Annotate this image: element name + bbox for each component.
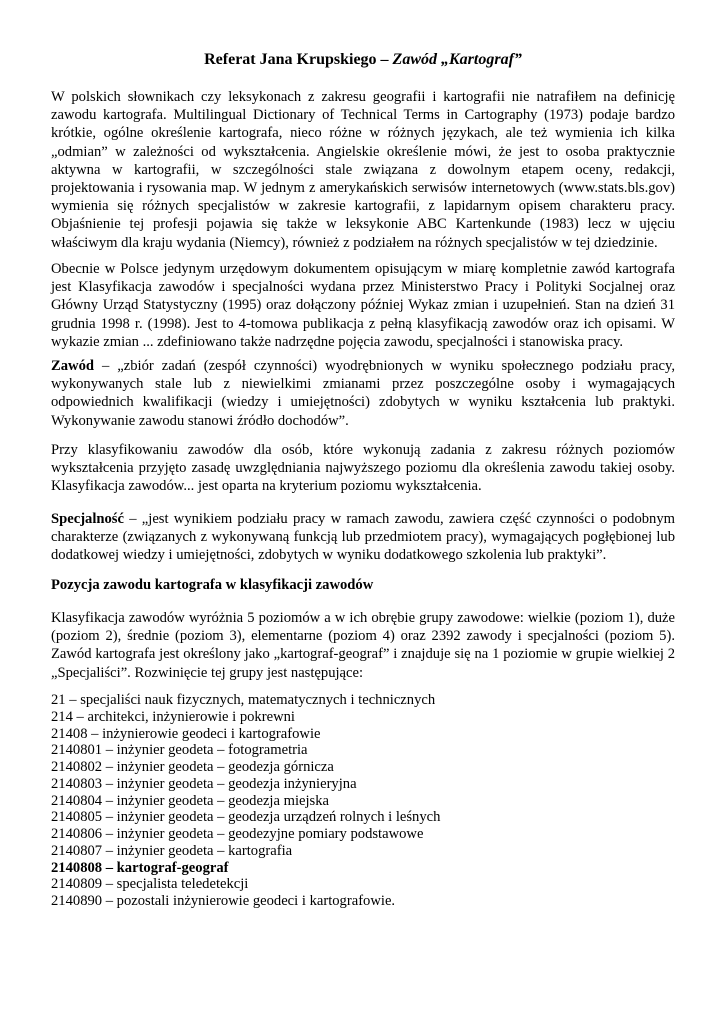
list-item: 2140806 – inżynier geodeta – geodezyjne pomiary podstawowe — [51, 826, 424, 842]
paragraph-definition-specjalnosc — [51, 510, 675, 565]
list-item: 2140804 – inżynier geodeta – geodezja miejska — [51, 792, 330, 809]
definition-specjalnosc: – „jest wynikiem podziału pracy w ramach zawodu, zawiera część czynności o podobnym charakterze (związanych z wykonywaną funkcją lub przedmiotem pracy), wymagających pogłębionej lub dodatkowej wiedzy i umiejętności, zdobytych w wyniku dodatkowego szkolenia lub praktyki”. — [51, 511, 675, 564]
paragraph-classification-rule: Przy klasyfikowaniu zawodów dla osób, które wykonują zadania z zakresu różnych poziomów wykształcenia przyjęto zasadę uwzględniania najwyższego poziomu dla określenia zawodu takiej osoby. Klasyfikacja zawodów... jest oparta na kryterium poziomu wykształcenia. — [51, 442, 675, 495]
paragraph-definition-zawod — [51, 357, 675, 430]
list-item: 2140805 – inżynier geodeta – geodezja urządzeń rolnych i leśnych — [51, 809, 441, 826]
classification-list — [51, 692, 675, 910]
list-item: 2140809 – specjalista teledetekcji — [51, 876, 249, 893]
list-item: 2140801 – inżynier geodeta – fotogrametria — [51, 742, 308, 759]
title-prefix: Referat Jana Krupskiego – — [204, 51, 393, 68]
list-item: 2140807 – inżynier geodeta – kartografia — [51, 842, 293, 859]
term-zawod: Zawód — [51, 358, 94, 374]
paragraph-intro: W polskich słownikach czy leksykonach z zakresu geografii i kartografii nie natrafiłem na definicję zawodu kartografa. Multilingual Dictionary of Technical Terms in Cartography (1973) podaje bardzo krótkie, ogólne określenie kartografa, nieco różne w różnych językach, ale też wymienia ich kilka „odmian” w zależności od wykształcenia. Angielskie określenie mówi, że jest to osoba praktycznie aktywna w kartografii, w szczególności stale związana z dowolnym etapem oceny, redakcji, projektowania i rysowania map. W jednym z amerykańskich serwisów internetowych (www.stats.bls.gov) wymienia się różnych specjalistów w zakresie kartografii, z lapidarnym opisem charakteru pracy. Objaśnienie tej profesji pojawia się także w leksykonie ABC Kartenkunde (1983) lecz w ujęciu właściwym dla kraju wydania (Niemcy), również z podziałem na różnych specjalistów w tej dziedzinie. — [51, 89, 675, 251]
list-item: 2140802 – inżynier geodeta – geodezja górnicza — [51, 759, 334, 775]
title-italic: Zawód „Kartograf” — [392, 51, 522, 68]
term-specjalnosc: Specjalność — [51, 511, 124, 527]
paragraph-levels: Klasyfikacja zawodów wyróżnia 5 poziomów a w ich obrębie grupy zawodowe: wielkie (poziom 1), duże (poziom 2), średnie (poziom 3), elementarne (poziom 4) oraz 2392 zawody i specjalności (poziom 5). Zawód kartografa jest określony jako „kartograf-geograf” i znajduje się na 1 poziomie w grupie wielkiej 2 „Specjaliści”. Rozwinięcie tej grupy jest następujące: — [51, 610, 675, 681]
list-item: 2140803 – inżynier geodeta – geodezja inżynieryjna — [51, 775, 357, 792]
list-item: 21 – specjaliści nauk fizycznych, matematycznych i technicznych — [51, 692, 436, 708]
list-item: 214 – architekci, inżynierowie i pokrewni — [51, 708, 295, 725]
paragraph-official-document: Obecnie w Polsce jedynym urzędowym dokumentem opisującym w miarę kompletnie zawód kartografa jest Klasyfikacja zawodów i specjalności wydana przez Ministerstwo Pracy i Polityki Socjalnej oraz Główny Urząd Statystyczny (1995) oraz dołączony później Wykaz zmian i uzupełnień. Stan na dzień 31 grudnia 1998 r. (1998). Jest to 4-tomowa publikacja z pełną klasyfikacją zawodów oraz ich opisami. W wykazie zmian ... zdefiniowano także nadrzędne pojęcia zawodu, specjalności i stanowiska pracy. — [51, 261, 675, 350]
list-item: 21408 – inżynierowie geodeci i kartografowie — [51, 725, 321, 742]
list-item-highlighted: 2140808 – kartograf-geograf — [51, 859, 229, 876]
section-subheading: Pozycja zawodu kartografa w klasyfikacji zawodów — [51, 577, 374, 593]
definition-zawod: – „zbiór zadań (zespół czynności) wyodrębnionych w wyniku społecznego podziału pracy, wykonywanych stale lub z niewielkimi zmianami przez poszczególne osoby i wymagających odpowiednich kwalifikacji (wiedzy i umiejętności) zdobytych w wyniku kształcenia lub praktyki. Wykonywanie zawodu stanowi źródło dochodów”. — [51, 358, 675, 429]
document-title — [51, 50, 675, 70]
list-item: 2140890 – pozostali inżynierowie geodeci i kartografowie. — [51, 893, 396, 909]
